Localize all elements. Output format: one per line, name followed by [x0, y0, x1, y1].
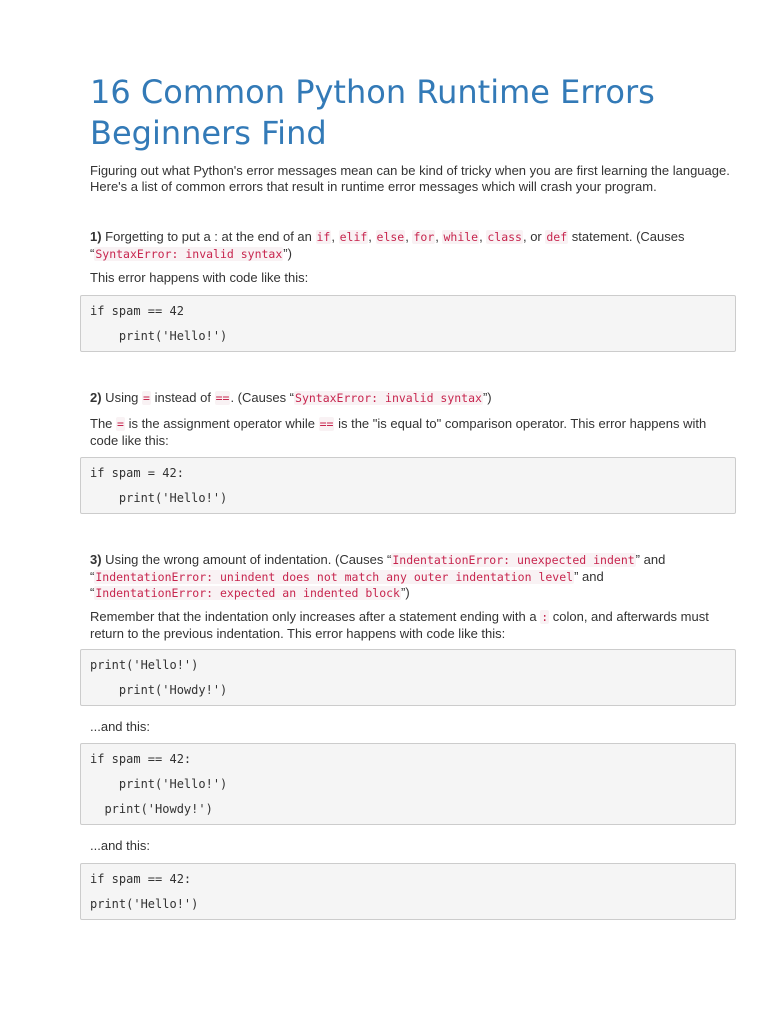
section-number: 3) [90, 552, 102, 567]
code-line: print('Hello!') [90, 329, 228, 343]
inline-code: == [319, 417, 334, 431]
code-line: print('Howdy!') [90, 683, 228, 697]
inline-code-error: IndentationError: expected an indented block [95, 586, 400, 600]
code-block-2 [80, 457, 736, 514]
code-line: print('Howdy!') [90, 802, 213, 816]
inline-code: = [117, 417, 124, 431]
code-block-3c [80, 863, 736, 920]
section-number: 2) [90, 390, 102, 405]
inline-code-error: SyntaxError: invalid syntax [295, 391, 482, 405]
inline-code-error: SyntaxError: invalid syntax [95, 246, 283, 261]
code-line: if spam == 42: [90, 872, 192, 886]
inline-code: while [443, 230, 479, 244]
and-this-label: ...and this: [90, 719, 150, 734]
section-3-heading: 3) Using the wrong amount of indentation. (Causes “IndentationError: unexpected indent” and “IndentationError: unindent does not match any outer indentation level” and “IndentationError: expected an indented block”) [90, 552, 666, 600]
code-block-3b [80, 743, 736, 825]
code-line: print('Hello!') [90, 777, 228, 791]
inline-code: else [376, 230, 405, 244]
code-block-3a [80, 649, 736, 706]
inline-code-error: IndentationError: unindent does not match any outer indentation level [95, 569, 574, 584]
code-line: if spam == 42 [90, 304, 184, 318]
section-2-explanation: The = is the assignment operator while == is the "is equal to" comparison operator. This error happens with code like this: [90, 416, 707, 448]
section-3-explanation: Remember that the indentation only increases after a statement ending with a : colon, and afterwards must return to the previous indentation. This error happens with code like this: [90, 609, 709, 641]
and-this-label: ...and this: [90, 838, 150, 853]
section-2-heading: 2) Using = instead of ==. (Causes “SyntaxError: invalid syntax”) [90, 390, 492, 405]
code-block-1 [80, 295, 736, 352]
inline-code: def [546, 230, 568, 244]
inline-code: class [487, 230, 522, 244]
inline-code: = [143, 391, 150, 405]
code-line: if spam == 42: [90, 752, 192, 766]
inline-code: elif [339, 230, 368, 244]
inline-code: for [413, 230, 435, 244]
intro-paragraph: Figuring out what Python's error messages mean can be kind of tricky when you are first learning the language. Here's a list of common errors that result in runtime error messages which will crash your program. [90, 163, 730, 194]
code-line: print('Hello!') [90, 897, 199, 911]
section-number: 1) [90, 229, 102, 244]
inline-code: == [215, 391, 230, 405]
inline-code: : [541, 610, 549, 624]
section-1-explanation: This error happens with code like this: [90, 270, 309, 285]
code-line: print('Hello!') [90, 658, 199, 672]
page-title: 16 Common Python Runtime Errors Beginners Find [90, 73, 655, 152]
section-1-heading: 1) Forgetting to put a : at the end of an if, elif, else, for, while, class, or def statement. (Causes “SyntaxError: invalid syntax”) [90, 229, 685, 261]
code-line: if spam = 42: [90, 466, 184, 480]
inline-code-error: IndentationError: unexpected indent [392, 553, 635, 567]
code-line: print('Hello!') [90, 491, 228, 505]
inline-code: if [316, 230, 331, 244]
